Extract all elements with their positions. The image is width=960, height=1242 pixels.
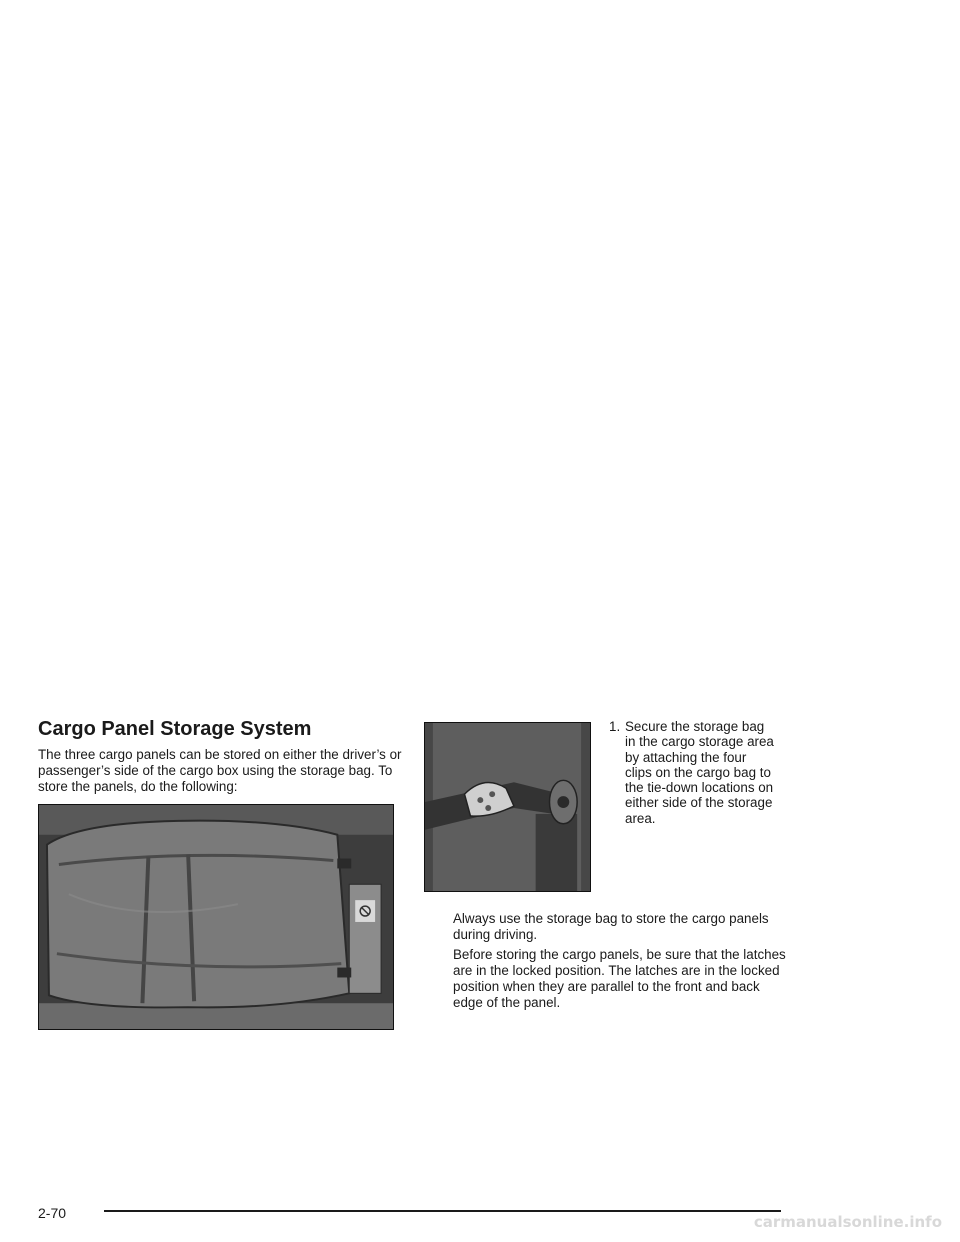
storage-note: Always use the storage bag to store the cargo panels during driving. [453,911,769,942]
tie-down-clip-photo [424,722,591,892]
latch-paragraph: Before storing the cargo panels, be sure that the latches are in the locked position. The latches are in the locked position when they are parallel to the front and back edge of the panel. [453,947,786,1010]
step-number: 1. [609,719,621,734]
watermark: carmanualsonline.info [753,1213,942,1231]
cargo-storage-bag-photo [38,804,394,1030]
page-number: 2-70 [38,1205,67,1221]
step-text: Secure the storage bag in the cargo storage area by attaching the four clips on the cargo bag to the tie-down locations on either side of the storage area. [625,719,774,826]
intro-paragraph: The three cargo panels can be stored on either the driver’s or passenger’s side of the cargo box using the storage bag. To store the panels, do the following: [38,747,402,794]
section-heading: Cargo Panel Storage System [38,718,312,740]
footer-rule [104,1210,781,1212]
step-1 [609,719,799,826]
